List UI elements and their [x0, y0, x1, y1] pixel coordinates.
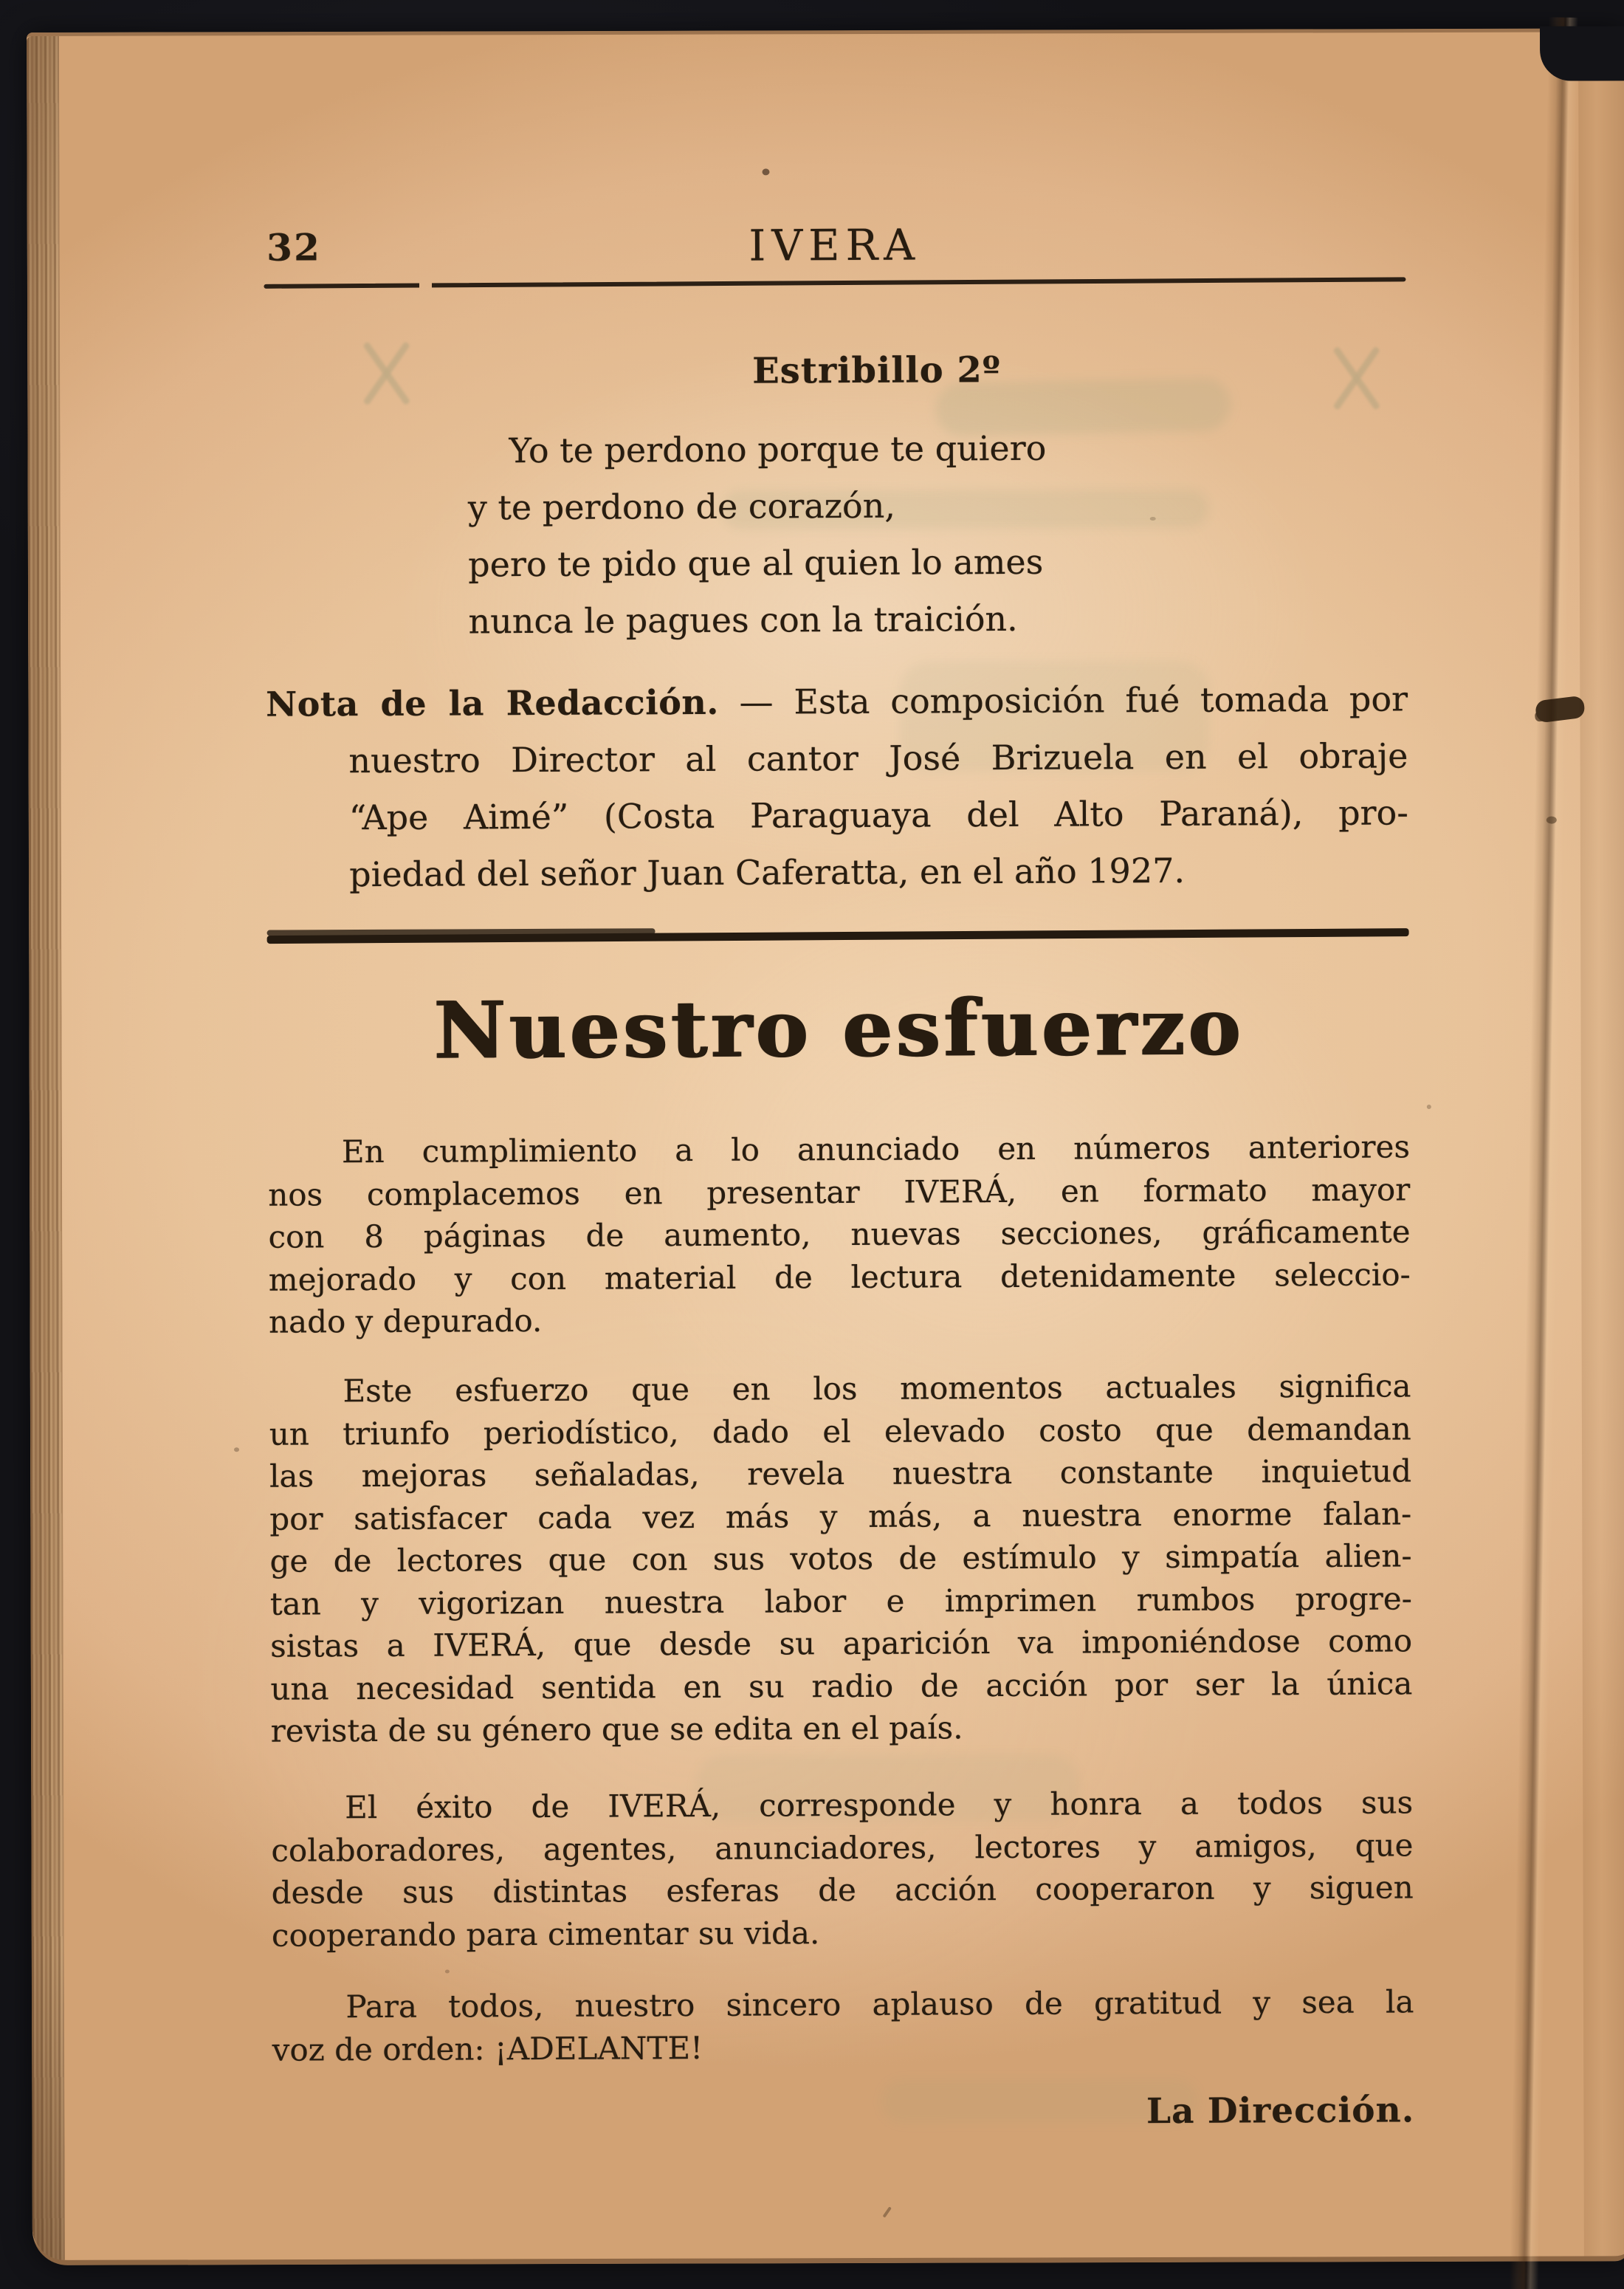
text-line: El éxito de IVERÁ, corresponde y honra a todos sus — [345, 1784, 1414, 1826]
text-line: las mejoras señaladas, revela nuestra constante inquietud — [269, 1452, 1412, 1494]
text-line: Para todos, nuestro sincero aplauso de gratitud y sea la — [345, 1983, 1414, 2025]
text-line: desde sus distintas esferas de acción cooperaron y siguen — [271, 1869, 1414, 1911]
article-paragraph-4 — [272, 1980, 1414, 2070]
running-title: IVERA — [749, 219, 921, 271]
text-line: piedad del señor Juan Caferatta, en el año 1927. — [349, 850, 1186, 895]
text-line: pero te pido que al quien lo ames — [468, 541, 1044, 585]
text-line: nos complacemos en presentar IVERÁ, en formato mayor — [268, 1170, 1411, 1213]
text-line: Yo te perdono porque te quiero — [509, 428, 1047, 471]
article-signature: La Dirección. — [1146, 2090, 1415, 2132]
text-line: y te perdono de corazón, — [467, 485, 896, 528]
editor-note-body — [266, 727, 1408, 903]
editor-note-lead: Nota de la Redacción. — [265, 682, 719, 724]
text-line: sistas a IVERÁ, que desde su aparición va imponiéndose como — [270, 1622, 1413, 1664]
editor-note-first-line — [266, 670, 1408, 732]
text-line: nuestro Director al cantor José Brizuela en el obraje — [348, 735, 1408, 781]
text-line: tan y vigorizan nuestra labor e imprimen rumbos progre- — [269, 1579, 1412, 1622]
poem-heading: Estribillo 2º — [752, 349, 1001, 392]
scan-corner-notch — [1540, 26, 1624, 80]
page-number: 32 — [266, 225, 321, 270]
text-line: voz de orden: ¡ADELANTE! — [272, 2029, 703, 2068]
text-line: nado y depurado. — [268, 1302, 543, 1340]
text-line: una necesidad sentida en su radio de acción por ser la única — [270, 1664, 1413, 1707]
text-line: revista de su género que se edita en el país. — [270, 1709, 963, 1749]
header-rule — [264, 277, 1405, 288]
text-line: mejorado y con material de lectura detenidamente seleccio- — [268, 1255, 1411, 1298]
article-paragraph-3 — [271, 1781, 1414, 1956]
text-line: cooperando para cimentar su vida. — [271, 1914, 820, 1954]
text-line: En cumplimiento a lo anunciado en números anteriores — [341, 1128, 1411, 1170]
section-divider-rule — [267, 928, 1409, 944]
article-paragraph-1 — [268, 1125, 1411, 1343]
text-line: por satisfacer cada vez más y más, a nuestra enorme falan- — [269, 1494, 1412, 1537]
text-line: colaboradores, agentes, anunciadores, lectores y amigos, que — [271, 1826, 1414, 1869]
text-line: Este esfuerzo que en los momentos actuales significa — [343, 1367, 1411, 1410]
text-line: con 8 páginas de aumento, nuevas secciones, gráficamente — [268, 1213, 1411, 1255]
book-page — [27, 28, 1624, 2265]
poem-verse — [467, 420, 1047, 651]
article-headline: Nuestro esfuerzo — [433, 980, 1244, 1077]
text-line: un triunfo periodístico, dado el elevado costo que demandan — [269, 1410, 1411, 1452]
editor-note — [266, 670, 1408, 903]
printed-content — [24, 30, 1624, 2262]
text-line: nunca le pagues con la traición. — [468, 598, 1018, 642]
text-line: ge de lectores que con sus votos de estímulo y simpatía alien- — [269, 1537, 1412, 1579]
editor-note-lead-rest: — Esta composición fué tomada por — [718, 679, 1408, 722]
text-line: “Ape Aimé” (Costa Paraguaya del Alto Paraná), pro- — [348, 792, 1408, 838]
article-paragraph-2 — [269, 1365, 1412, 1752]
